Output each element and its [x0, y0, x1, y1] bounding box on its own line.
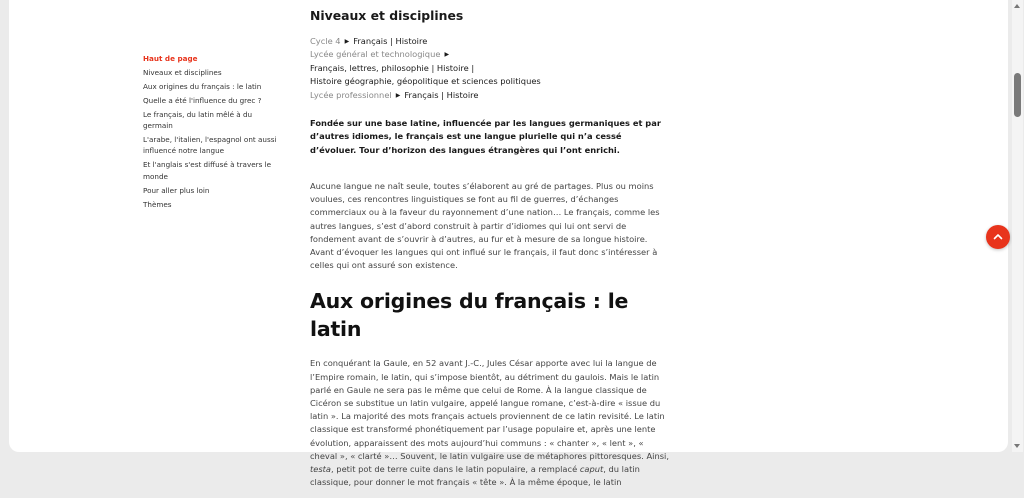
toc-item-haut-de-page[interactable]: Haut de page — [143, 54, 198, 63]
text-run: En conquérant la Gaule, en 52 avant J.-C., Jules César apporte avec lui la langue de l’Empire romain, le latin, qui s’impose bientôt, au détriment du gaulois. Mais le latin parlé en Gaule ne sera pas le même que celui de Rome. À la langue classique de Cicéron se substitue un latin vulgaire, appelé langue romane, c’est-à-dire « issue du latin ». La majorité des mots français actuels proviennent de ce latin revisité. Le latin classique est transformé phonétiquement par l’usage populaire et, après une lente évolution, apparaissent des mots aujourd’hui communs : « chanter », « lent », « cheval », « clarté »… Souvent, le latin vulgaire use de métaphores pittoresques. Ainsi, — [310, 358, 669, 461]
level-subjects: Français, lettres, philosophie | Histoire | — [310, 62, 475, 73]
italic-word: caput — [579, 463, 604, 474]
text-run: , du latin classique, pour donner le mot français « tête ». À la même époque, le latin — [310, 463, 640, 488]
level-row-lycee-pro — [310, 89, 670, 102]
article-content — [310, 6, 670, 498]
triangle-right-icon: ▶ — [395, 91, 401, 99]
level-label: Lycée général et technologique — [310, 49, 441, 60]
toc-item-arabe-italien-espagnol[interactable]: L'arabe, l'italien, l'espagnol ont aussi influencé notre langue — [143, 134, 277, 156]
level-subjects: Français | Histoire — [353, 36, 428, 46]
toc-item-latin-germain[interactable]: Le français, du latin mêlé à du germain — [143, 109, 253, 131]
niveaux-title: Niveaux et disciplines — [310, 8, 464, 23]
toc-item-influence-grec[interactable]: Quelle a été l'influence du grec ? — [143, 95, 262, 105]
section-title-origines: Aux origines du français : le latin — [310, 289, 629, 342]
triangle-right-icon: ▶ — [444, 51, 450, 59]
section-paragraph — [310, 357, 670, 489]
level-subjects: Français | Histoire — [404, 89, 479, 100]
scroll-down-arrow-icon[interactable] — [1014, 444, 1020, 448]
scrollbar-thumb[interactable] — [1014, 73, 1021, 117]
scroll-up-arrow-icon[interactable] — [1014, 4, 1020, 8]
toc-item-aller-plus-loin[interactable]: Pour aller plus loin — [143, 185, 210, 195]
triangle-right-icon: ▶ — [344, 38, 350, 45]
toc-item-anglais[interactable]: Et l'anglais s'est diffusé à travers le monde — [143, 160, 272, 181]
level-row-cycle4 — [310, 35, 670, 48]
level-label: Lycée professionnel — [310, 89, 392, 100]
text-run: , petit pot de terre cuite dans le latin populaire, a remplacé — [331, 463, 578, 474]
table-of-contents — [143, 53, 283, 213]
toc-item-niveaux[interactable]: Niveaux et disciplines — [143, 67, 222, 77]
levels-block — [310, 35, 670, 102]
toc-item-origines-latin[interactable]: Aux origines du français : le latin — [143, 81, 262, 91]
back-to-top-button[interactable] — [986, 225, 1010, 249]
chevron-up-icon — [993, 232, 1003, 242]
intro-paragraph: Aucune langue ne naît seule, toutes s’élaborent au gré de partages. Plus ou moins voulues, ces rencontres linguistiques se font au fil de guerres, d’échanges commerciaux ou à la faveur du rayonnement d’une nation… Le français, comme les autres langues, s’est d’abord construit à partir d’idiomes qui lui ont servi de fondement avant de s’ouvrir à d’autres, au fur et à mesure de sa longue histoire. Avant d’évoquer les langues qui ont influé sur le français, il faut donc s’intéresser à celles qui ont assuré son existence. — [310, 180, 660, 271]
level-subjects: Histoire géographie, géopolitique et sciences politiques — [310, 76, 541, 87]
article-lead: Fondée sur une base latine, influencée par les langues germaniques et par d’autres idiomes, le français est une langue plurielle qui n’a cessé d’évoluer. Tour d’horizon des langues étrangères qui l’ont enrichi. — [310, 118, 661, 155]
italic-word: testa — [310, 463, 332, 474]
article-page — [9, 0, 1008, 488]
toc-item-themes[interactable]: Thèmes — [143, 199, 172, 209]
level-label: Cycle 4 — [310, 36, 341, 46]
level-row-lycee-gt — [310, 48, 670, 61]
vertical-scrollbar[interactable] — [1012, 0, 1023, 452]
